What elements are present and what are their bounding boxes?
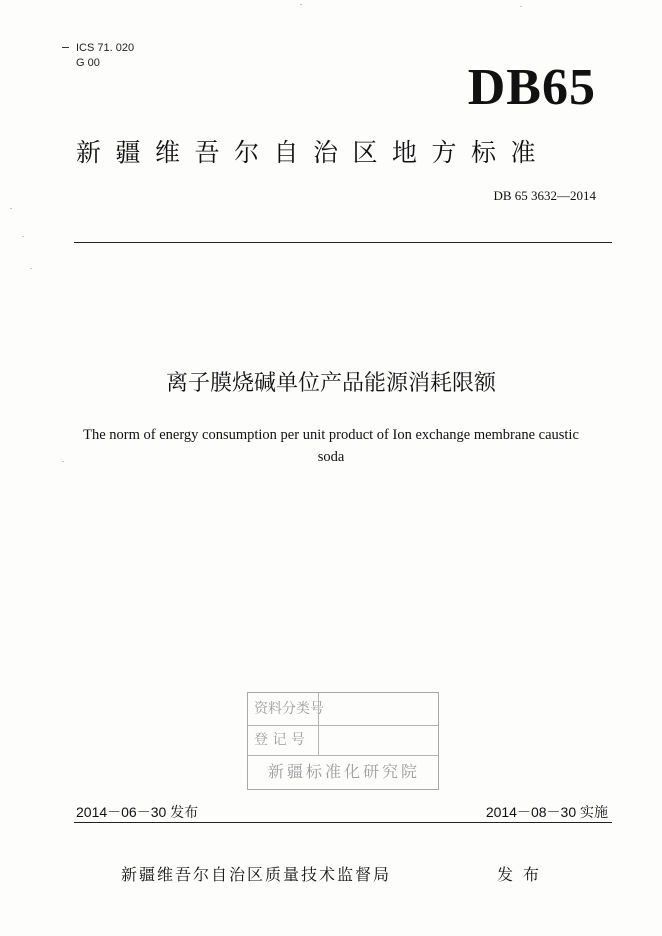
footer-divider [74, 822, 612, 823]
stamp-label-registration: 登 记 号 [254, 732, 305, 748]
standard-type: 新疆维吾尔自治区地方标准 [76, 138, 551, 167]
ics-code: ICS 71. 020 [76, 42, 135, 54]
standard-number: DB 65 3632—2014 [493, 188, 596, 203]
class-code: G 00 [76, 57, 100, 69]
title-chinese: 离子膜烧碱单位产品能源消耗限额 [165, 371, 496, 396]
archive-stamp [247, 692, 439, 790]
stamp-label-classification: 资料分类号 [254, 701, 324, 717]
margin-dash [62, 47, 69, 48]
scan-speck [300, 4, 302, 5]
stamp-divider [318, 693, 319, 755]
stamp-row-registration [248, 725, 438, 756]
scan-speck [30, 268, 32, 269]
header-divider [74, 242, 612, 243]
implementation-date: 2014－08－30 实施 [485, 804, 608, 820]
stamp-organization: 新疆标准化研究院 [267, 762, 420, 781]
scan-speck [10, 208, 12, 209]
scan-speck [22, 236, 24, 237]
issuing-authority: 新疆维吾尔自治区质量技术监督局 [121, 865, 392, 884]
title-english-line-2: soda [317, 449, 345, 465]
classification-block [76, 41, 134, 71]
title-english-line-1: The norm of energy consumption per unit product of Ion exchange membrane caustic [83, 427, 579, 443]
issue-date: 2014－06－30 发布 [76, 804, 199, 820]
stamp-row-classification [248, 693, 438, 726]
title-english [50, 424, 612, 468]
db-logo: DB65 [467, 59, 596, 116]
scan-speck [520, 6, 522, 7]
issue-word: 发布 [497, 865, 550, 884]
scan-speck [62, 461, 64, 462]
